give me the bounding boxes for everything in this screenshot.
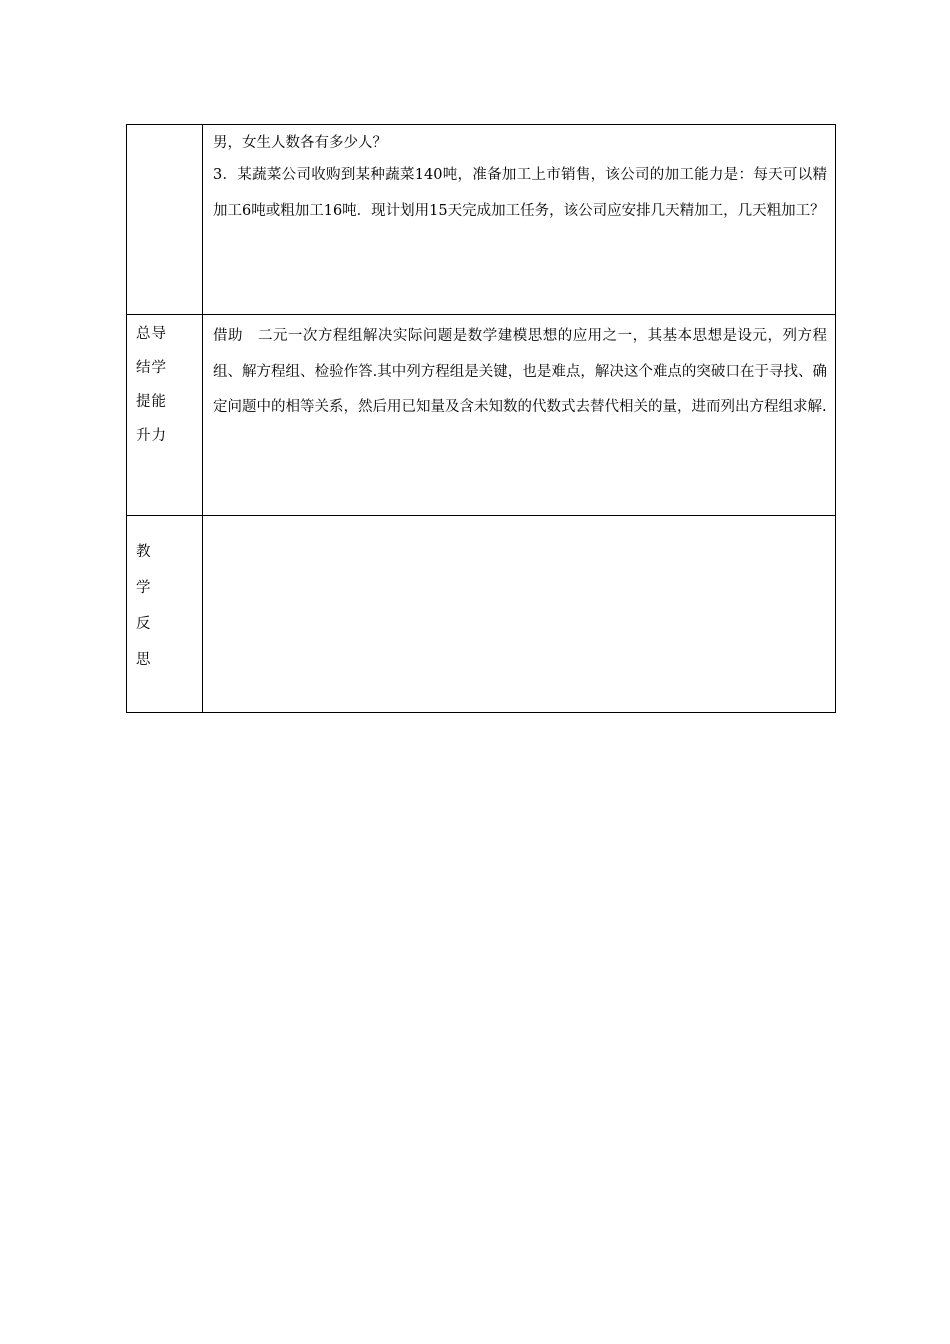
- summary-text: 借助 二元一次方程组解决实际问题是数学建模思想的应用之一，其基本思想是设元，列方程组、解方程组、检验作答.其中列方程组是关键，也是难点，解决这个难点的突破口在于寻找、确定问题中的相等关系，然后用已知量及含未知数的代数式去替代相关的量，进而列出方程组求解.: [213, 328, 827, 415]
- table-row: [127, 315, 836, 516]
- row-content-cell: [203, 516, 836, 713]
- row-label-cell: [127, 516, 203, 713]
- label-line: 提能: [136, 394, 167, 410]
- label-line: 升力: [136, 428, 167, 444]
- row-label-cell: [127, 125, 203, 315]
- label-line: 结学: [136, 360, 167, 376]
- question-3: 3．某蔬菜公司收购到某种蔬菜140吨，准备加工上市销售，该公司的加工能力是：每天可以精加工6吨或粗加工16吨．现计划用15天完成加工任务，该公司应安排几天精加工，几天粗加工？: [213, 167, 827, 219]
- label-line: 反: [136, 616, 151, 632]
- label-line: 总导: [136, 326, 167, 342]
- reflection-label: [127, 516, 202, 678]
- question-continuation: 男，女生人数各有多少人？: [213, 135, 387, 151]
- table-row: [127, 125, 836, 315]
- label-line: 教: [136, 544, 151, 560]
- row-content-cell: [203, 315, 836, 516]
- row-label-cell: [127, 315, 203, 516]
- label-line: 思: [136, 652, 151, 668]
- label-line: 学: [136, 580, 151, 596]
- summary-label: [127, 315, 202, 453]
- table-row: [127, 516, 836, 713]
- lesson-plan-table: [126, 124, 836, 713]
- row-content-cell: [203, 125, 836, 315]
